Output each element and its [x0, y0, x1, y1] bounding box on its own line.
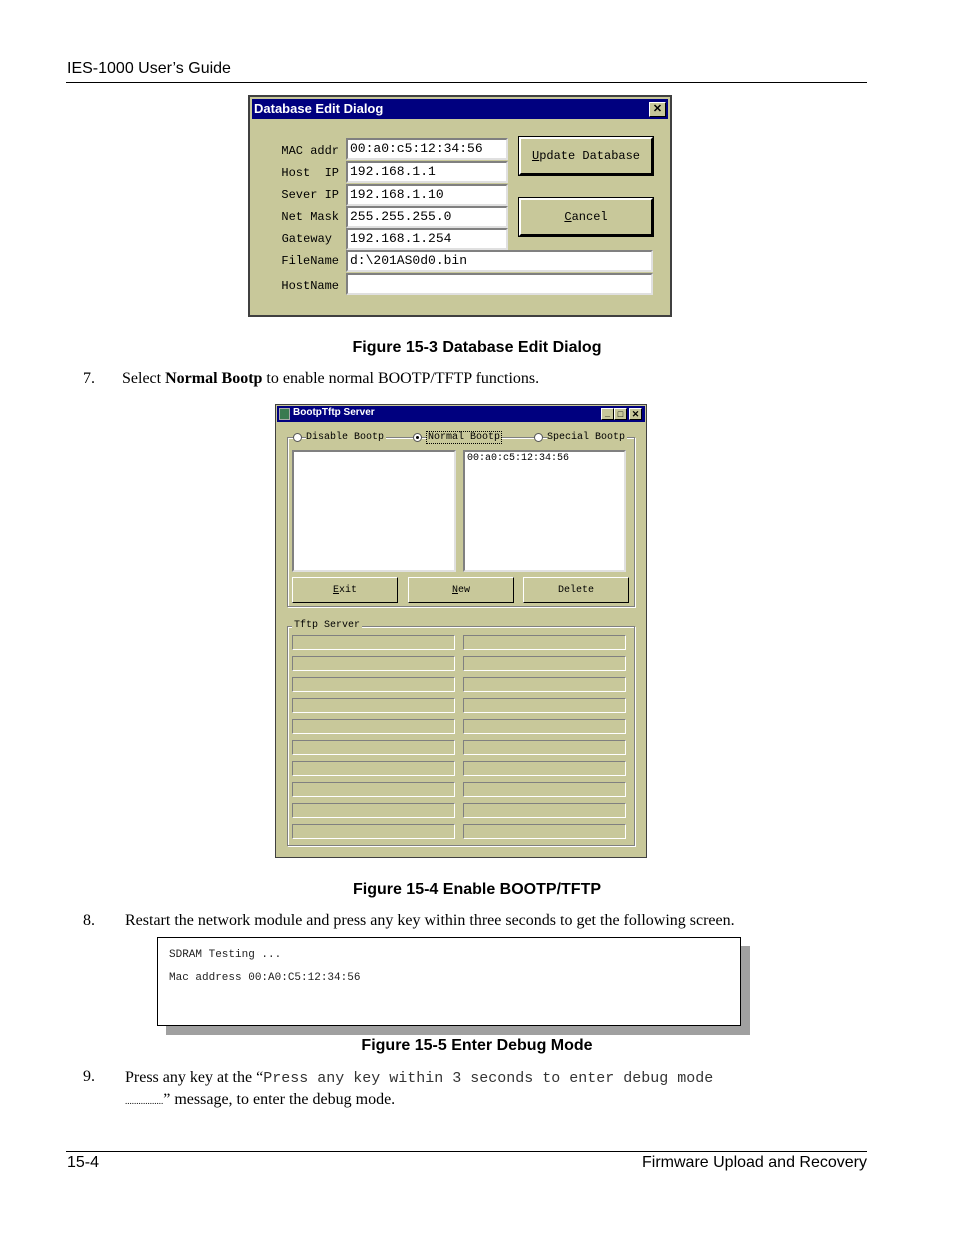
step-8-number: 8.	[83, 912, 95, 929]
server-ip-label: Sever IP	[281, 188, 339, 202]
step-9-number: 9.	[83, 1068, 95, 1085]
dialog-title: Database Edit Dialog	[254, 101, 384, 116]
maximize-icon[interactable]: □	[614, 408, 627, 420]
special-bootp-radio[interactable]	[534, 433, 543, 442]
tftp-status-cell	[463, 761, 626, 776]
gateway-label: Gateway	[281, 232, 332, 246]
window-titlebar	[277, 406, 645, 422]
header-rule	[66, 82, 867, 83]
sdram-testing-line: SDRAM Testing ...	[169, 949, 282, 961]
tftp-status-cell	[292, 677, 455, 692]
tftp-status-cell	[292, 635, 455, 650]
mac-addr-label: MAC addr	[281, 144, 339, 158]
left-listbox[interactable]	[292, 450, 456, 572]
right-listbox[interactable]	[463, 450, 626, 572]
disable-bootp-label: Disable Bootp	[306, 432, 385, 443]
tftp-status-cell	[292, 803, 455, 818]
minimize-icon[interactable]: _	[601, 408, 614, 420]
exit-button-label: Exit	[332, 584, 358, 596]
tftp-status-cell	[292, 782, 455, 797]
tftp-status-cell	[292, 719, 455, 734]
new-button[interactable]	[408, 577, 514, 603]
gateway-field[interactable]: 192.168.1.254	[346, 228, 508, 250]
tftp-status-cell	[463, 782, 626, 797]
dialog-titlebar	[252, 99, 668, 119]
normal-bootp-radio[interactable]	[413, 433, 422, 442]
delete-button[interactable]: Delete	[523, 577, 629, 603]
app-icon	[279, 408, 290, 420]
bootptftp-server-window	[275, 404, 647, 858]
net-mask-label: Net Mask	[281, 210, 339, 224]
filename-field[interactable]: d:\201AS0d0.bin	[346, 250, 653, 272]
tftp-status-cell	[463, 656, 626, 671]
debug-console-box	[157, 937, 741, 1026]
new-button-label: New	[451, 584, 471, 596]
tftp-status-cell	[292, 698, 455, 713]
mac-address-line: Mac address 00:A0:C5:12:34:56	[169, 972, 361, 984]
normal-bootp-label: Normal Bootp	[428, 432, 501, 443]
tftp-status-cell	[292, 761, 455, 776]
list-item[interactable]: 00:a0:c5:12:34:56	[467, 453, 570, 464]
host-ip-label: Host IP	[281, 166, 339, 180]
tftp-status-cell	[463, 824, 626, 839]
figure-4-caption: Figure 15-4 Enable BOOTP/TFTP	[352, 881, 602, 898]
host-ip-field[interactable]: 192.168.1.1	[346, 161, 508, 183]
step-8-text: Restart the network module and press any key within three seconds to get the following screen.	[125, 912, 735, 929]
close-icon[interactable]: ✕	[649, 102, 666, 117]
tftp-status-cell	[463, 803, 626, 818]
step-9-line-1: Press any key at the “Press any key within 3 seconds to enter debug mode	[125, 1069, 714, 1087]
footer-page-number: 15-4	[67, 1154, 100, 1171]
exit-button[interactable]	[292, 577, 398, 603]
close-icon[interactable]: ✕	[629, 408, 642, 420]
tftp-status-cell	[292, 740, 455, 755]
tftp-status-cell	[292, 656, 455, 671]
hostname-field[interactable]	[346, 273, 653, 295]
step-7-number: 7.	[83, 370, 95, 387]
tftp-status-cell	[463, 677, 626, 692]
special-bootp-label: Special Bootp	[547, 432, 626, 443]
tftp-status-cell	[463, 740, 626, 755]
database-edit-dialog	[248, 95, 672, 317]
update-database-button-label: Update Database	[531, 149, 641, 163]
cancel-button[interactable]	[519, 198, 653, 236]
figure-3-caption: Figure 15-3 Database Edit Dialog	[352, 339, 602, 356]
hostname-label: HostName	[281, 279, 339, 293]
window-title: BootpTftp Server	[293, 407, 375, 418]
cancel-button-label: Cancel	[564, 210, 608, 224]
tftp-status-cell	[463, 719, 626, 734]
step-9-line-2: .................” message, to enter the debug mode.	[125, 1091, 396, 1108]
header-title: IES-1000 User’s Guide	[67, 60, 231, 77]
update-database-button[interactable]	[519, 137, 653, 175]
filename-label: FileName	[281, 254, 339, 268]
tftp-status-cell	[292, 824, 455, 839]
figure-5-caption: Figure 15-5 Enter Debug Mode	[361, 1037, 593, 1054]
tftp-status-cell	[463, 635, 626, 650]
step-7-text: Select Normal Bootp to enable normal BOOTP/TFTP functions.	[122, 370, 540, 387]
server-ip-field[interactable]: 192.168.1.10	[346, 184, 508, 206]
mac-addr-field[interactable]: 00:a0:c5:12:34:56	[346, 138, 508, 160]
footer-chapter-title: Firmware Upload and Recovery	[642, 1154, 867, 1171]
net-mask-field[interactable]: 255.255.255.0	[346, 206, 508, 228]
tftp-status-cell	[463, 698, 626, 713]
footer-rule	[66, 1151, 867, 1152]
tftp-server-label: Tftp Server	[294, 620, 361, 631]
disable-bootp-radio[interactable]	[293, 433, 302, 442]
